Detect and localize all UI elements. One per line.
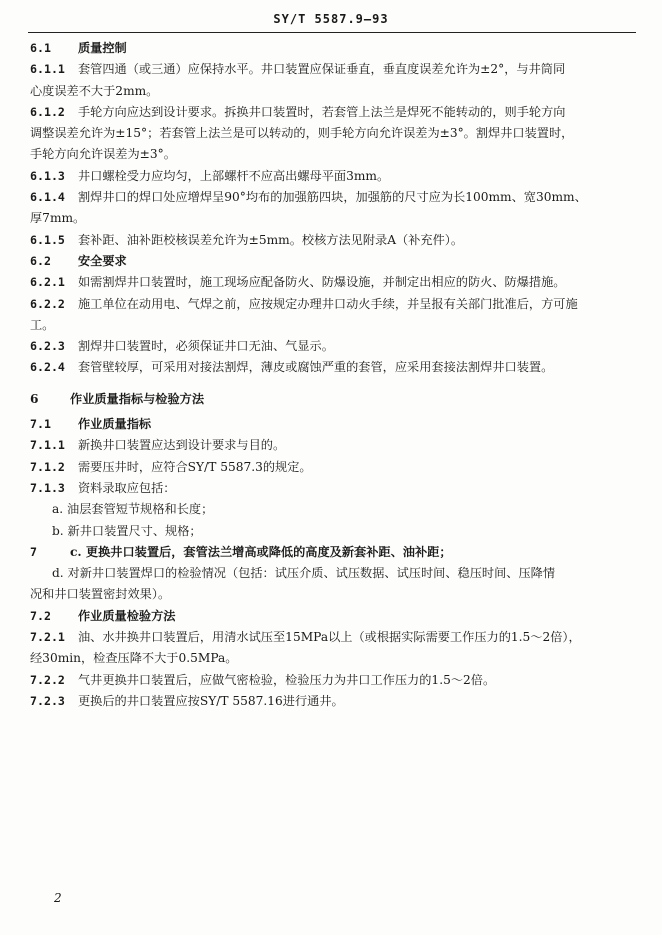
clause-text: 手轮方向应达到设计要求。拆换井口装置时，若套管上法兰是焊死不能转动的，则手轮方向 [78,104,566,119]
clause-text: 经30min，检查压降不大于0.5MPa。 [30,651,238,666]
clause-line [30,336,638,357]
clause-text: d. 对新井口装置焊口的检验情况（包括：试压介质、试压数据、试压时间、稳压时间、压降情 [52,566,556,581]
clause-line [30,414,638,435]
clause-line [30,670,638,691]
clause-line [30,627,638,648]
clause-number: 6.1.1 [30,62,65,77]
clause-text: 手轮方向允许误差为±3°。 [30,147,176,162]
clause-number: 7.2.1 [30,630,65,645]
clause-text: b. 新井口装置尺寸、规格； [52,523,202,538]
clause-text: 如需割焊井口装置时，施工现场应配备防火、防爆设施，并制定出相应的防火、防爆措施。 [78,275,566,290]
clause-number: 7.1.1 [30,438,65,453]
clause-line [30,435,638,456]
clause-number: 6.1.5 [30,232,65,247]
clause-text: 资料录取应包括： [78,480,176,495]
clause-text: 厚7mm。 [30,211,86,226]
clause-number: 7.2.3 [30,693,65,708]
document-body [30,38,638,712]
clause-number: 6.1.4 [30,190,65,205]
section-number: 6 [30,391,39,406]
clause-text: 更换后的井口装置应按SY/T 5587.16进行通井。 [78,693,344,708]
clause-text: 心度误差不大于2mm。 [30,83,159,98]
continuation-line [30,499,638,520]
clause-text: 套补距、油补距校核误差允许为±5mm。校核方法见附录A（补充件）。 [78,232,464,247]
clause-line [30,102,638,123]
clause-text: 质量控制 [78,41,127,55]
section-gap [30,379,638,389]
clause-number: 6.1.3 [30,168,65,183]
clause-number: 6.2 [30,253,51,268]
clause-text: 套管四通（或三通）应保持水平。井口装置应保证垂直，垂直度误差允许为±2°，与井筒同 [78,62,566,77]
continuation-line [30,208,638,229]
clause-number: 6.2.3 [30,339,65,354]
section-title: 作业质量指标与检验方法 [70,391,205,406]
clause-number: 7 [30,544,37,559]
continuation-line [30,123,638,144]
clause-number: 6.2.2 [30,296,65,311]
section-7-quality-indicators [30,414,638,712]
clause-text: 新换井口装置应达到设计要求与目的。 [78,438,286,453]
clause-number: 7.1.2 [30,459,65,474]
continuation-line [30,315,638,336]
continuation-line [30,648,638,669]
clause-line [30,230,638,251]
clause-number: 6.1 [30,41,51,55]
clause-line [30,542,638,563]
continuation-line [30,144,638,165]
clause-number: 7.2 [30,608,51,623]
clause-text: 调整误差允许为±15°；若套管上法兰是可以转动的，则手轮方向允许误差为±3°。割焊井口装置时， [30,126,574,141]
clause-number: 6.2.4 [30,360,65,375]
continuation-line [30,563,638,584]
clause-line [30,272,638,293]
clause-line [30,606,638,627]
clause-line [30,59,638,80]
clause-line [30,187,638,208]
clause-text: 况和井口装置密封效果）。 [30,587,171,602]
clause-text: 割焊井口装置时，必须保证井口无油、气显示。 [78,339,334,354]
clause-line [30,294,638,315]
clause-line [30,478,638,499]
clause-text: c. 更换井口装置后，套管法兰增高或降低的高度及新套补距、油补距； [70,544,452,559]
header-divider [28,32,636,33]
clause-text: a. 油层套管短节规格和长度； [52,502,214,517]
clause-line [30,38,638,59]
page-number: 2 [54,891,62,905]
section-6-quality-control [30,38,638,379]
clause-text: 作业质量检验方法 [78,608,176,623]
clause-line [30,457,638,478]
section-7-heading [30,389,638,410]
clause-number: 7.1.3 [30,480,65,495]
clause-line [30,691,638,712]
clause-number: 6.2.1 [30,275,65,290]
clause-text: 井口螺栓受力应均匀，上部螺杆不应高出螺母平面3mm。 [78,168,390,183]
clause-text: 需要压井时，应符合SY/T 5587.3的规定。 [78,459,312,474]
clause-text: 割焊井口的焊口处应增焊呈90°均布的加强筋四块，加强筋的尺寸应为长100mm、宽30mm、 [78,190,587,205]
clause-number: 7.1 [30,417,51,432]
clause-text: 安全要求 [78,253,127,268]
clause-text: 工。 [30,317,55,332]
continuation-line [30,521,638,542]
clause-line [30,251,638,272]
clause-number: 7.2.2 [30,672,65,687]
continuation-line [30,584,638,605]
clause-number: 6.1.2 [30,104,65,119]
clause-line [30,166,638,187]
clause-text: 套管壁较厚，可采用对接法割焊，薄皮或腐蚀严重的套管，应采用套接法割焊井口装置。 [78,360,554,375]
clause-text: 气井更换井口装置后，应做气密检验，检验压力为井口工作压力的1.5～2倍。 [78,672,496,687]
clause-text: 作业质量指标 [78,417,152,432]
clause-text: 施工单位在动用电、气焊之前，应按规定办理井口动火手续，并呈报有关部门批准后，方可施 [78,296,578,311]
continuation-line [30,81,638,102]
clause-text: 油、水井换井口装置后，用清水试压至15MPa以上（或根据实际需要工作压力的1.5～2倍）， [78,630,581,645]
standard-code-header: SY/T 5587.9—93 [273,12,389,26]
clause-line [30,357,638,378]
